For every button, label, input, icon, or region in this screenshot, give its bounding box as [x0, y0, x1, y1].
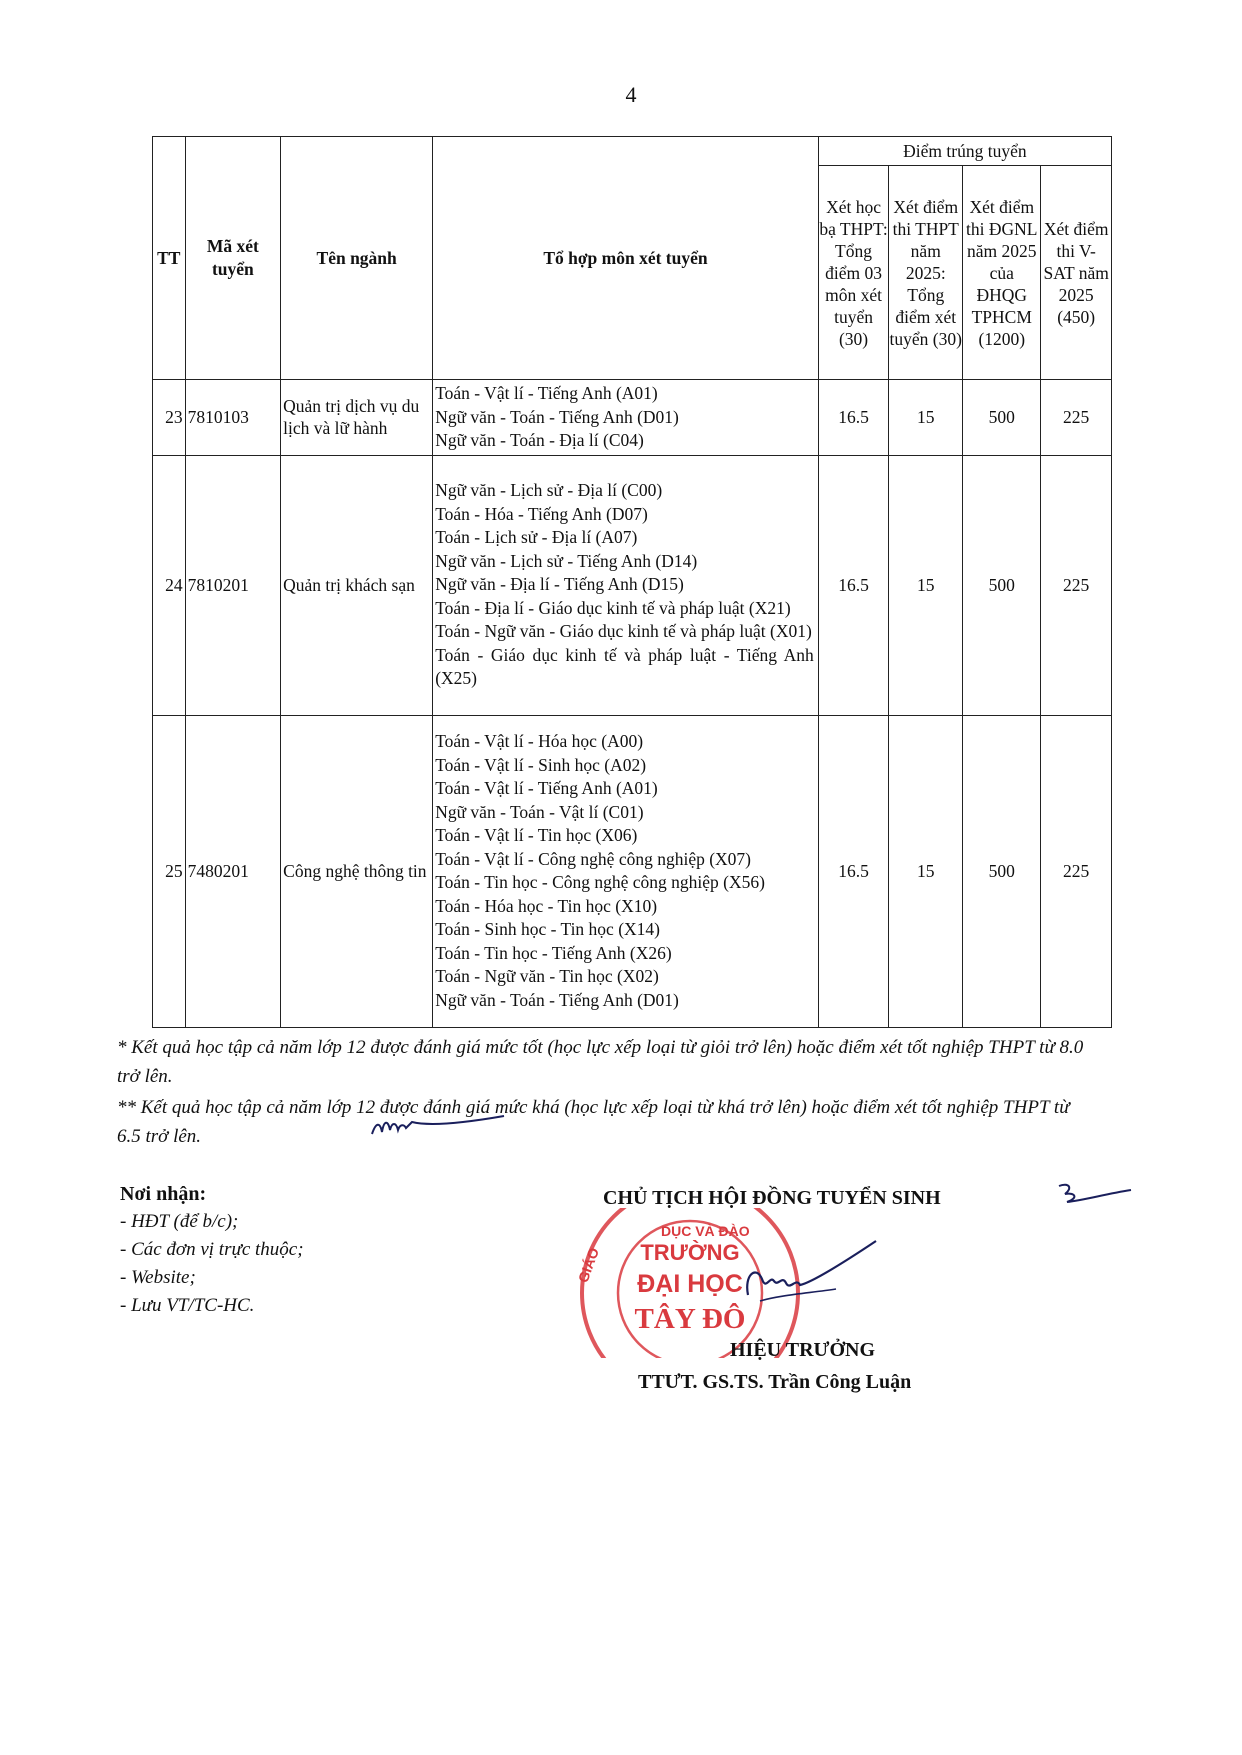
- subject-combination: Toán - Tin học - Tiếng Anh (X26): [435, 942, 672, 963]
- header-score-dgnl: Xét điểm thi ĐGNL năm 2025 của ĐHQG TPHCM (1200): [963, 166, 1041, 380]
- subject-combination: Toán - Vật lí - Công nghệ công nghiệp (X07): [435, 848, 752, 869]
- page-number: 4: [625, 82, 637, 107]
- subject-combination: Toán - Hóa học - Tin học (X10): [435, 895, 658, 916]
- score-dgnl: 500: [963, 715, 1041, 1027]
- subject-combination: Toán - Địa lí - Giáo dục kinh tế và pháp luật (X21): [435, 597, 791, 618]
- subject-combination: Ngữ văn - Địa lí - Tiếng Anh (D15): [435, 574, 684, 595]
- row-number: 24: [153, 455, 186, 715]
- initial-mark: [1055, 1180, 1135, 1220]
- major-name: Quản trị khách sạn: [281, 455, 433, 715]
- svg-text:TÂY ĐÔ: TÂY ĐÔ: [634, 1303, 746, 1335]
- recipient-item: - Các đơn vị trực thuộc;: [120, 1239, 304, 1260]
- subject-combination: Toán - Lịch sử - Địa lí (A07): [435, 527, 638, 548]
- subject-combination: Toán - Vật lí - Tiếng Anh (A01): [435, 778, 658, 798]
- header-combos: Tổ hợp môn xét tuyển: [433, 137, 819, 380]
- header-score-transcript: Xét học bạ THPT: Tổng điểm 03 môn xét tuyển (30): [818, 166, 889, 380]
- footnotes: [117, 1033, 1097, 1153]
- svg-text:DỤC VÀ ĐÀO: DỤC VÀ ĐÀO: [661, 1223, 750, 1239]
- handwritten-signature: [740, 1235, 880, 1315]
- signer-role: HIỆU TRƯỞNG: [730, 1339, 876, 1361]
- score-dgnl: 500: [963, 380, 1041, 456]
- recipients-title: Nơi nhận:: [120, 1183, 207, 1205]
- subject-combinations: [433, 715, 819, 1027]
- recipients: [120, 1180, 304, 1320]
- score-vsat: 225: [1041, 380, 1112, 456]
- header-major: Tên ngành: [281, 137, 433, 380]
- admission-scores-table: [152, 136, 1112, 1028]
- score-exam: 15: [889, 715, 963, 1027]
- subject-combination: Toán - Hóa - Tiếng Anh (D07): [435, 503, 648, 524]
- subject-combination: Ngữ văn - Toán - Địa lí (C04): [435, 430, 644, 450]
- footnote-1: * Kết quả học tập cả năm lớp 12 được đánh giá mức tốt (học lực xếp loại từ giỏi trở lên) hoặc điểm xét tốt nghiệp THPT từ 8.0 trở lên.: [117, 1037, 1084, 1087]
- signer-name: TTƯT. GS.TS. Trần Công Luận: [638, 1371, 912, 1393]
- table-row: [153, 455, 1112, 715]
- subject-combination: Toán - Ngữ văn - Giáo dục kinh tế và pháp luật (X01): [435, 621, 812, 642]
- score-exam: 15: [889, 380, 963, 456]
- score-exam: 15: [889, 455, 963, 715]
- row-number: 25: [153, 715, 186, 1027]
- score-transcript: 16.5: [818, 455, 889, 715]
- subject-combination: Toán - Sinh học - Tin học (X14): [435, 919, 660, 939]
- subject-combination: Toán - Vật lí - Tiếng Anh (A01): [435, 383, 658, 403]
- table-row: [153, 715, 1112, 1027]
- header-tt: TT: [153, 137, 186, 380]
- subject-combinations: [433, 455, 819, 715]
- score-vsat: 225: [1041, 455, 1112, 715]
- header-score-exam: Xét điểm thi THPT năm 2025: Tổng điểm xét tuyển (30): [889, 166, 963, 380]
- recipient-item: - Website;: [120, 1267, 196, 1288]
- subject-combination: Toán - Tin học - Công nghệ công nghiệp (X56): [435, 872, 765, 892]
- subject-combination: Toán - Giáo dục kinh tế và pháp luật - Tiếng Anh (X25): [435, 644, 814, 689]
- major-code: 7480201: [185, 715, 281, 1027]
- subject-combination: Ngữ văn - Toán - Tiếng Anh (D01): [435, 989, 679, 1010]
- subject-combination: Ngữ văn - Toán - Tiếng Anh (D01): [435, 406, 679, 427]
- subject-combination: Toán - Vật lí - Sinh học (A02): [435, 754, 647, 775]
- subject-combination: Toán - Ngữ văn - Tin học (X02): [435, 966, 659, 986]
- major-name: Công nghệ thông tin: [281, 715, 433, 1027]
- header-score-vsat: Xét điểm thi V-SAT năm 2025 (450): [1041, 166, 1112, 380]
- header-code: Mã xét tuyển: [185, 137, 281, 380]
- recipient-item: - Lưu VT/TC-HC.: [120, 1295, 255, 1316]
- subject-combination: Toán - Vật lí - Hóa học (A00): [435, 731, 644, 751]
- footnote-2: ** Kết quả học tập cả năm lớp 12 được đánh giá mức khá (học lực xếp loại từ khá trở lên) hoặc điểm xét tốt nghiệp THPT từ 6.5 trở lên.: [117, 1097, 1070, 1147]
- major-code: 7810201: [185, 455, 281, 715]
- svg-text:ĐẠI HỌC: ĐẠI HỌC: [637, 1270, 743, 1298]
- subject-combination: Ngữ văn - Lịch sử - Tiếng Anh (D14): [435, 550, 698, 571]
- subject-combination: Ngữ văn - Toán - Vật lí (C01): [435, 801, 644, 822]
- subject-combination: Toán - Vật lí - Tin học (X06): [435, 825, 638, 845]
- initial-signature: [368, 1112, 508, 1142]
- major-code: 7810103: [185, 380, 281, 456]
- svg-text:TRƯỜNG: TRƯỜNG: [640, 1240, 740, 1265]
- subject-combinations: [433, 380, 819, 456]
- row-number: 23: [153, 380, 186, 456]
- svg-text:GIÁO: GIÁO: [575, 1245, 603, 1285]
- recipient-item: - HĐT (để b/c);: [120, 1211, 239, 1232]
- score-dgnl: 500: [963, 455, 1041, 715]
- subject-combination: Ngữ văn - Lịch sử - Địa lí (C00): [435, 480, 663, 501]
- score-transcript: 16.5: [818, 715, 889, 1027]
- header-scores-group: Điểm trúng tuyển: [818, 137, 1111, 166]
- score-transcript: 16.5: [818, 380, 889, 456]
- table-row: [153, 380, 1112, 456]
- score-vsat: 225: [1041, 715, 1112, 1027]
- major-name: Quản trị dịch vụ du lịch và lữ hành: [281, 380, 433, 456]
- council-title: CHỦ TỊCH HỘI ĐỒNG TUYỂN SINH: [603, 1187, 941, 1209]
